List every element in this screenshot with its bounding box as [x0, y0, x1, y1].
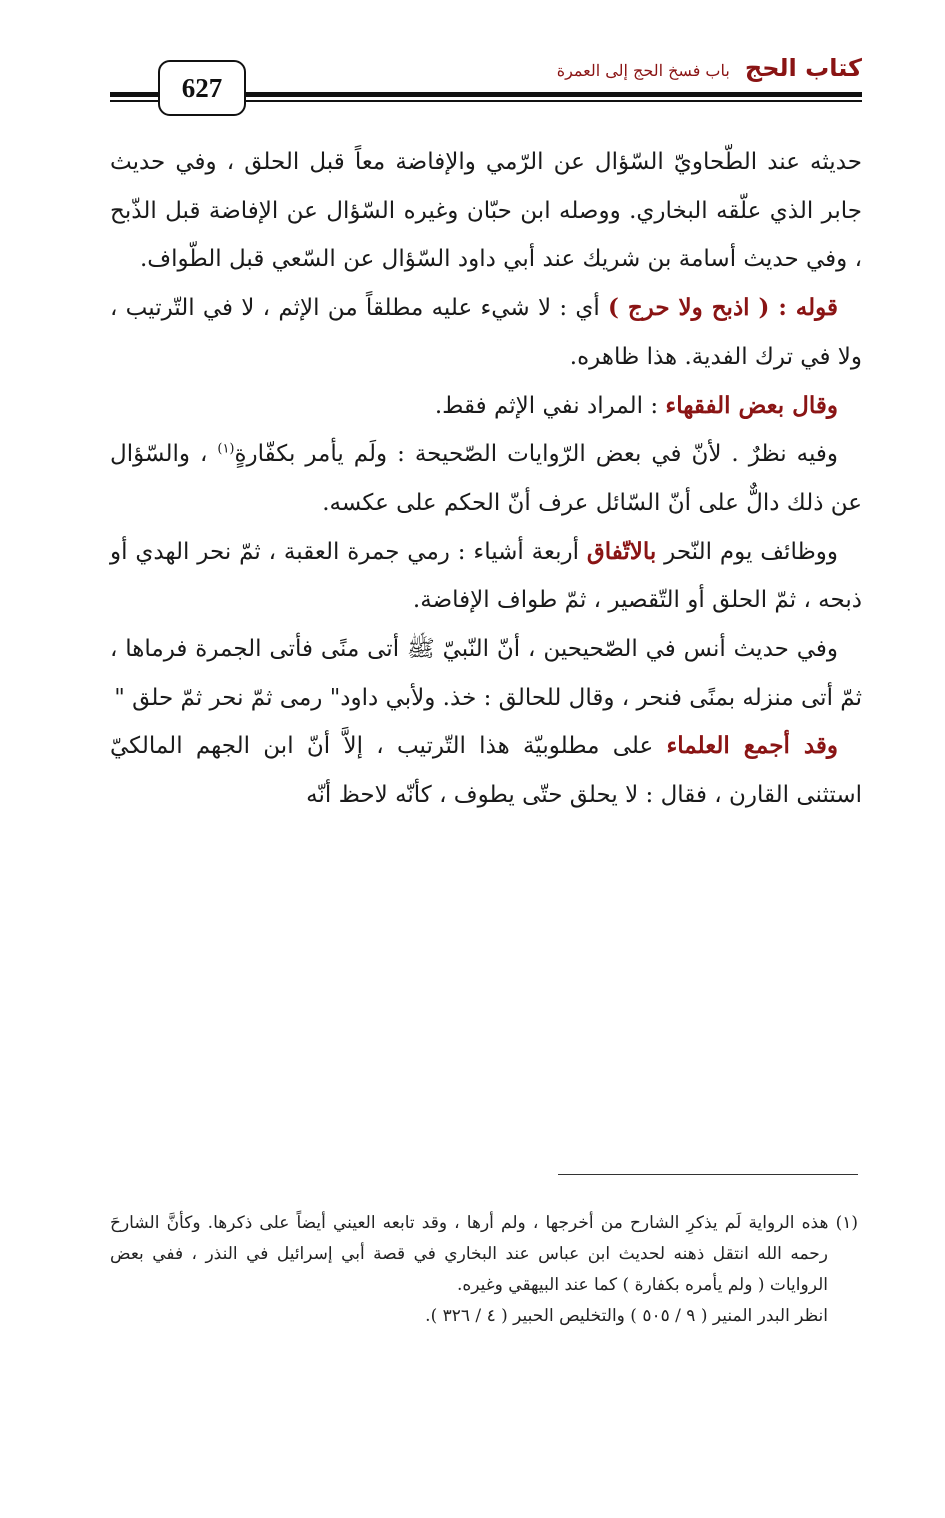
paragraph-7-label: وقد أجمع العلماء: [666, 732, 838, 760]
footnote-1: (١) هذه الرواية لَم يذكرِ الشارح من أخرجها ، ولم أرها ، وقد تابعه العيني أيضاً على ذكرها. وكأنَّ الشارحَ رحمه الله انتقل ذهنه لحديث ابن عباس عند البخاري في قصة أبي إسرائيل في النذر ، ففي بعض الروايات ( ولم يأمره بكفارة ) كما عند البيهقي وغيره.: [110, 1213, 858, 1295]
paragraph-3-text: : المراد نفي الإثم فقط.: [434, 392, 666, 419]
paragraph-2-label: قوله : ( اذبح ولا حرج ): [607, 294, 839, 322]
paragraph-1: حديثه عند الطّحاويّ السّؤال عن الرّمي والإفاضة معاً قبل الحلق ، وفي حديث جابر الذي علّقه البخاري. ووصله ابن حبّان وغيره السّؤال عن الإفاضة قبل الذّبح ، وفي حديث أسامة بن شريك عند أبي داود السّؤال عن السّعي قبل الطّواف.: [110, 149, 862, 273]
paragraph-3-label: وقال بعض الفقهاء: [665, 391, 838, 419]
paragraph-7: [110, 722, 862, 819]
paragraph-5-text-a: ووظائف يوم النّحر: [656, 538, 838, 565]
footnote-divider: [558, 1174, 858, 1175]
main-text: [110, 138, 862, 820]
paragraph-4-text-b: ، والسّؤال عن ذلك دالٌّ على أنّ السّائل عرف أنّ الحكم على عكسه.: [110, 441, 862, 516]
paragraph-5-label: بالاتّفاق: [586, 537, 657, 565]
paragraph-4: [110, 430, 862, 527]
paragraph-2-text: أي : لا شيء عليه مطلقاً من الإثم ، لا في التّرتيب ، ولا في ترك الفدية. هذا ظاهره.: [110, 295, 862, 370]
paragraph-7-text: على مطلوبيّة هذا التّرتيب ، إلاَّ أنّ ابن الجهم المالكيّ استثنى القارن ، فقال : لا يحلق حتّى يطوف ، كأنّه لاحظ أنّه: [110, 733, 862, 809]
page-header: [110, 40, 862, 140]
header-titles: [557, 54, 862, 82]
paragraph-5: [110, 528, 862, 625]
paragraph-3: [110, 382, 862, 431]
paragraph-4-text-a: وفيه نظرٌ . لأنّ في بعض الرّوايات الصّحيحة : ولَم يأمر بكفّارةٍ: [234, 441, 838, 468]
paragraph-5-text-b: أربعة أشياء : رمي جمرة العقبة ، ثمّ نحر الهدي أو ذبحه ، ثمّ الحلق أو التّقصير ، ثمّ طواف الإفاضة.: [110, 538, 862, 614]
paragraph-6: وفي حديث أنس في الصّحيحين ، أنّ النّبيّ ﷺ أتى منًى فأتى الجمرة فرماها ، ثمّ أتى منزله بمنًى فنحر ، وقال للحالق : خذ. ولأبي داود" رمى ثمّ نحر ثمّ حلق ": [110, 636, 862, 711]
page-number: 627: [158, 60, 246, 116]
book-title: كتاب الحج: [744, 54, 862, 82]
paragraph-2: [110, 284, 862, 381]
footnote-source: انظر البدر المنير ( ٩ / ٥٠٥ ) والتخليص الحبير ( ٤ / ٣٢٦ ).: [425, 1306, 828, 1326]
chapter-title: باب فسخ الحج إلى العمرة: [556, 61, 730, 80]
footnote-reference[interactable]: (١): [217, 441, 235, 457]
footnotes: [110, 1208, 858, 1332]
